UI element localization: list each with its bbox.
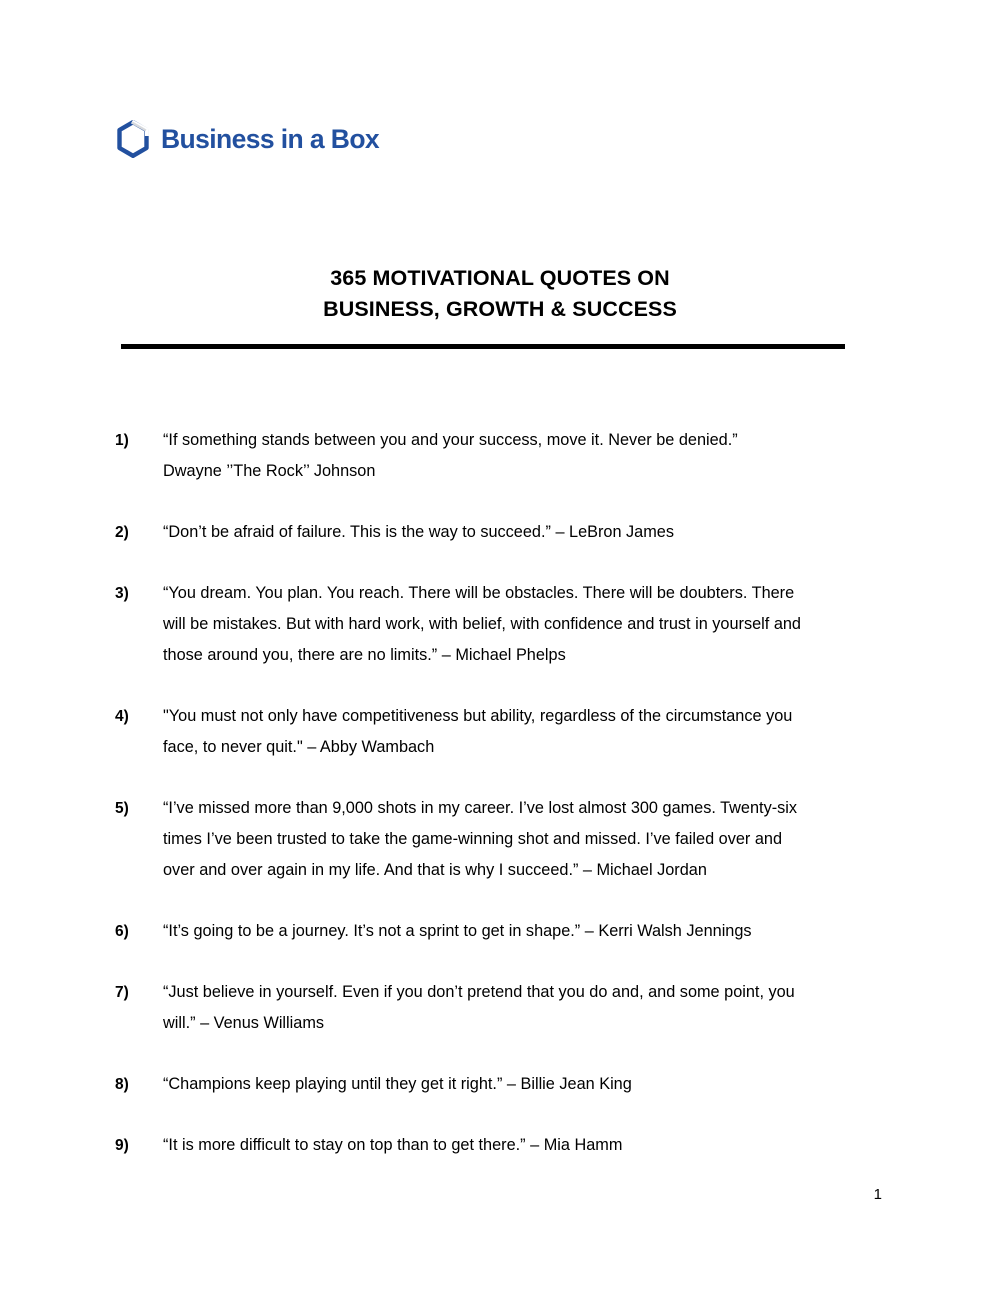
quote-line: face, to never quit." – Abby Wambach — [163, 738, 435, 756]
list-item — [115, 517, 885, 548]
quote-text — [163, 425, 885, 487]
quote-line: “Don’t be afraid of failure. This is the way to succeed.” – LeBron James — [163, 523, 674, 541]
quote-number: 3) — [115, 585, 129, 602]
quote-number: 5) — [115, 800, 129, 817]
quote-line: “I’ve missed more than 9,000 shots in my career. I’ve lost almost 300 games. Twenty-six — [163, 799, 798, 817]
quote-line: will.” – Venus Williams — [163, 1014, 325, 1032]
quote-number: 4) — [115, 708, 129, 725]
quote-text — [163, 1130, 885, 1161]
quote-number: 6) — [115, 923, 129, 940]
quote-text — [163, 916, 885, 947]
quote-text — [163, 793, 885, 886]
quote-text — [163, 517, 885, 548]
brand-name: Business in a Box — [161, 123, 380, 154]
quote-line: “It’s going to be a journey. It’s not a sprint to get in shape.” – Kerri Walsh Jennings — [163, 922, 752, 940]
quote-line: “You dream. You plan. You reach. There will be obstacles. There will be doubters. There — [163, 584, 795, 602]
title-divider — [121, 344, 845, 349]
quote-line: “Champions keep playing until they get it right.” – Billie Jean King — [163, 1075, 632, 1093]
quote-number: 1) — [115, 432, 129, 449]
quote-line: “It is more difficult to stay on top than to get there.” – Mia Hamm — [163, 1136, 623, 1154]
quote-line: “Just believe in yourself. Even if you don’t pretend that you do and, and some point, you — [163, 983, 795, 1001]
quote-number: 7) — [115, 984, 129, 1001]
list-item — [115, 977, 885, 1039]
quote-list — [115, 425, 885, 1191]
list-item — [115, 916, 885, 947]
quote-text — [163, 578, 885, 671]
quote-line: "You must not only have competitiveness but ability, regardless of the circumstance you — [163, 707, 793, 725]
quote-line: will be mistakes. But with hard work, with belief, with confidence and trust in yourself and — [163, 615, 801, 633]
hexagon-outline-icon — [116, 120, 150, 158]
quote-line: Dwayne ’’The Rock’’ Johnson — [163, 462, 376, 480]
quote-line: “If something stands between you and your success, move it. Never be denied.” — [163, 431, 738, 449]
list-item — [115, 701, 885, 763]
quote-text — [163, 1069, 885, 1100]
page-title-line-1: 365 MOTIVATIONAL QUOTES ON — [330, 266, 670, 291]
quote-number: 2) — [115, 524, 129, 541]
list-item — [115, 1130, 885, 1161]
list-item — [115, 793, 885, 886]
page-title — [0, 263, 1000, 325]
list-item — [115, 578, 885, 671]
page-title-line-2: BUSINESS, GROWTH & SUCCESS — [323, 297, 677, 322]
list-item — [115, 425, 885, 487]
quote-line: over and over again in my life. And that is why I succeed.” – Michael Jordan — [163, 861, 707, 879]
quote-line: those around you, there are no limits.” – Michael Phelps — [163, 646, 566, 664]
brand-logo — [116, 120, 379, 158]
quote-text — [163, 701, 885, 763]
quote-number: 8) — [115, 1076, 129, 1093]
list-item — [115, 1069, 885, 1100]
page-number: 1 — [873, 1186, 882, 1203]
quote-line: times I’ve been trusted to take the game-winning shot and missed. I’ve failed over and — [163, 830, 783, 848]
quote-text — [163, 977, 885, 1039]
quote-number: 9) — [115, 1137, 129, 1154]
